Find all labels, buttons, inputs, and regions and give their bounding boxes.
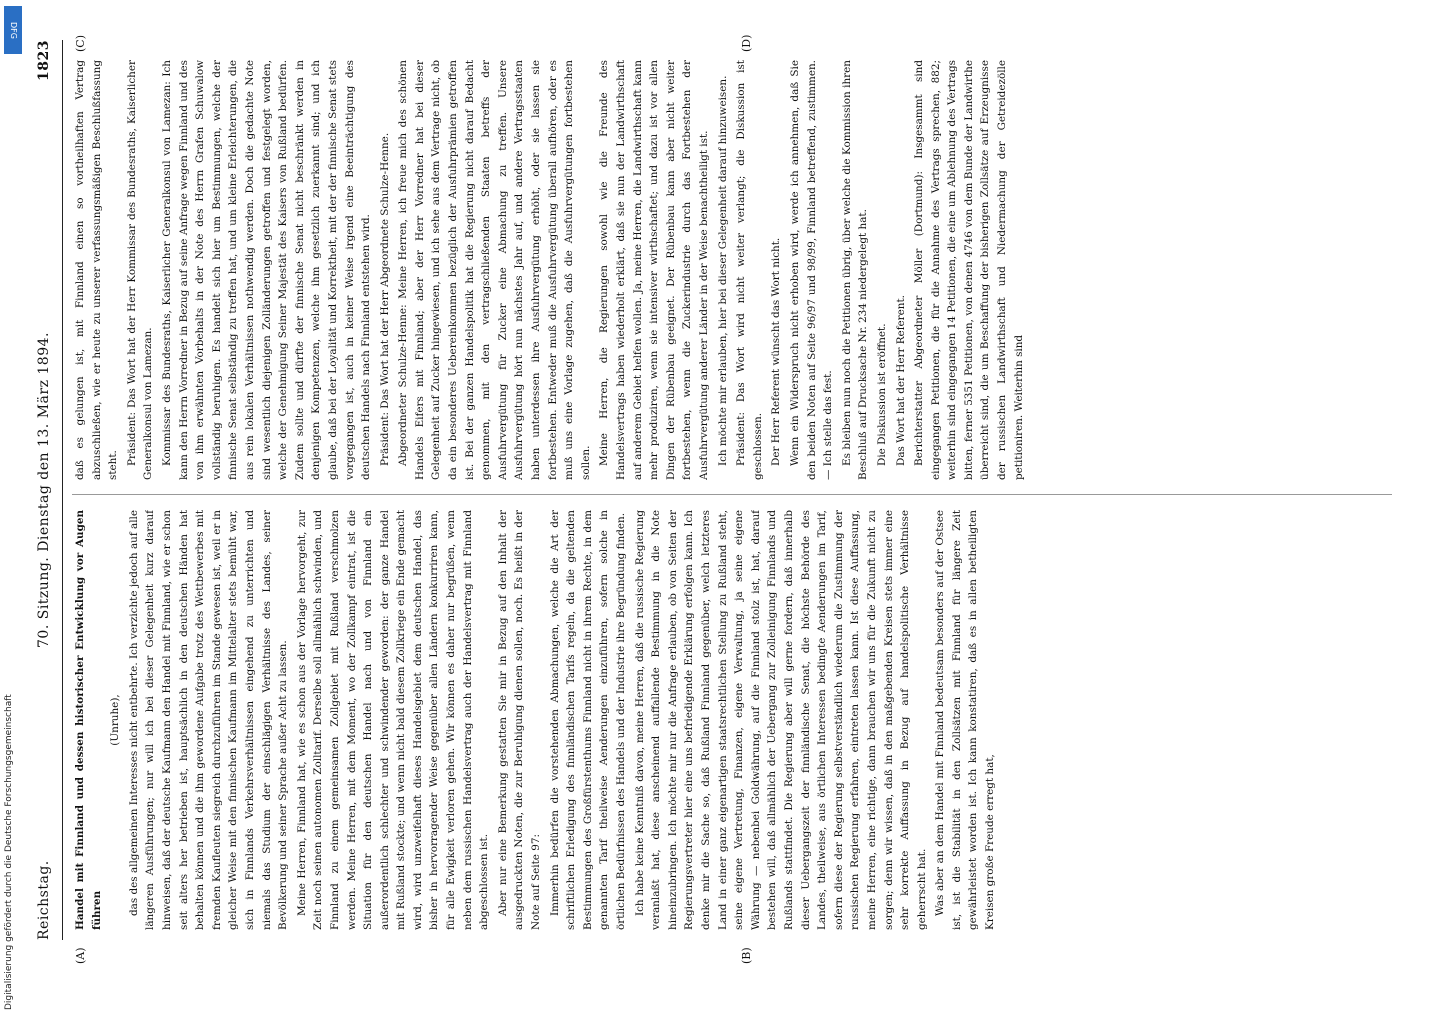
right-column-paragraph: Die Diskussion ist eröffnet.: [875, 323, 888, 466]
right-column-paragraph: Kommissar des Bundesraths, Kaiserlicher Generalkonsul von Lamezan: Ich kann den Herrn Vorredner in Bezug auf seine Anfrage wegen Finnland und des von ihm erwähnten Vorbehalts in der Note des Herrn Grafen Schuwalow vollständig beruhigen. Es handelt sich hier um Bestimmungen, welche der finnische Senat selbständig zu treffen hat, und um kleine Erleichterungen, die aus rein lokalen Verhältnissen nothwendig werden. Doch die gedachte Note sind wesentlich diejenigen Zolländerungen getroffen und festgelegt worden, welche der Genehmigung Seiner Majestät des Kaisers von Rußland bedürfen. Zudem sollte und dürfte der finnische Senat nicht beschränkt werden in denjenigen Kompetenzen, welche ihm gesetzlich zuerkannt sind; und ich glaube, daß bei der Loyalität und Korrektheit, mit der der finnische Senat stets vorgegangen ist, auch in keiner Weise irgend eine Beeinträchtigung des deutschen Handels nach Finnland entstehen wird.: [160, 60, 373, 480]
right-column-paragraph: Ich möchte mir erlauben, hier bei dieser Gelegenheit darauf hinzuweisen.: [716, 75, 729, 466]
left-column-paragraph: (Unruhe),: [109, 694, 122, 746]
left-column-paragraph: Was aber an dem Handel mit Finnland bedeutsam besonders auf der Ostsee ist, ist die Stabilität in den Zollsätzen mit Finnland für längere Zeit gewährleistet worden ist. Ich kann konstatiren, daß es in allen betheiligten Kreisen große Freude erregt hat,: [934, 510, 997, 930]
left-column-paragraph: Ich habe keine Kenntniß davon, meine Herren, daß die russische Regierung veranlaßt hat, diese anscheinend auffallende Bestimmung in die Note hineinzubringen. Ich möchte mir nur die Anfrage erlauben, ob von Seiten der Regierungsvertreter hier eine uns befriedigende Erklärung erfolgen kann. Ich denke mir die Sache so, daß Rußland Finnland gegenüber, welch letzteres Land in einer ganz eigenartigen staatsrechtlichen Stellung zu Rußland steht, seine eigene Vertretung, Finanzen, eigene Verwaltung, ja seine eigene Währung — nebenbei Goldwährung, auf die Finnland stolz ist, hat, darauf bestehen will, daß allmählich der Uebergang zur Zolleinigung Finnlands und Rußlands stattfindet. Die Regierung aber will gerne fordern, daß innerhalb dieser Uebergangszeit der finnländische Senat, die höchste Behörde des Landes, theilweise, aus örtlichen Interessen bedingte Aenderungen im Tarif, sofern diese der Regierung selbstverständlich wiederum die Zustimmung der russischen Regierung erfahren, eintreten lassen kann. Ist diese Auffassung, meine Herren, eine richtige, dann brauchen wir uns für die Zukunft nicht zu sorgen; denn wir wissen, daß in den maßgebenden Kreisen stets immer eine sehr korrekte Auffassung in Bezug auf handelspolitische Verhältnisse geherrscht hat.: [633, 510, 928, 930]
margin-marker-a: (A): [74, 947, 87, 964]
header-rule: [62, 40, 63, 940]
left-column-paragraph: Handel mit Finnland und dessen historischer Entwicklung vor Augen führen: [74, 510, 103, 930]
right-column-paragraph: Das Wort hat der Herr Referent.: [894, 295, 907, 466]
right-column-paragraph: Berichterstatter Abgeordneter Möller (Dortmund): Insgesammt sind eingegangen Petitionen, die für die Annahme des Vertrags sprechen, 882; weiterhin sind eingegangen 14 Petitionen, die eine um Ablehnung des Vertrags bitten, ferner 5351 Petitionen, von denen 4746 von dem Bunde der Landwirthe überreicht sind, die um Beschaffung der bisherigen Zollsätze auf Erzeugnisse der russischen Landwirthschaft und Niedermachung der Getreidezölle petitioniren. Weiterhin sind: [913, 60, 1025, 480]
right-column-paragraph: Es bleiben nun noch die Petitionen übrig, über welche die Kommission ihren Beschluß auf Drucksache Nr. 234 niedergelegt hat.: [840, 60, 870, 480]
page-number: 1823: [36, 40, 52, 81]
digitization-note: Digitalisierung gefördert durch die Deutsche Forschungsgemeinschaft: [4, 694, 14, 1010]
right-column-paragraph: Abgeordneter Schulze-Henne: Meine Herren, ich freue mich des schönen Handels Eifers mit Finnland; aber der Herr Vorredner hat bei dieser Gelegenheit auf Zucker hingewiesen, und ich sehe aus dem Vertrage nicht, ob da ein besonderes Uebereinkommen bezüglich der Ausfuhrprämien getroffen ist. Bei der ganzen Handelspolitik hat die Regierung nicht darauf Bedacht genommen, mit den vertragschließenden Staaten betreffs der Ausfuhrvergütung für Zucker eine Abmachung zu treffen. Unsere Ausfuhrvergütung hört nun nächstes Jahr auf, und andere Vertragsstaaten haben unterdessen ihre Ausfuhrvergütung erhöht, oder sie lassen sie fortbestehen. Entweder muß die Ausfuhrvergütung überall aufhören, oder es muß uns eine Vorlage zugehen, daß die Ausfuhrvergütungen fortbestehen sollen.: [397, 60, 592, 480]
left-column: [72, 510, 1392, 930]
margin-marker-d: (D): [740, 34, 753, 52]
margin-marker-c: (C): [74, 35, 87, 52]
header-center: 70. Sitzung. Dienstag den 13. März 1894.: [36, 332, 52, 648]
right-column: [72, 60, 1392, 480]
left-column-paragraph: das des allgemeinen Interesses nicht entbehrte. Ich verzichte jedoch auf alle längeren Ausführungen; nur will ich bei dieser Gelegenheit kurz darauf hinweisen, daß der deutsche Kaufmann den Handel mit Finnland, wie er schon seit alters her betrieben ist, hauptsächlich in den deutschen Händen hat behalten können und die ihm gewordene Aufgabe trotz des Wettbewerbes mit fremden Kaufleuten siegreich durchzuführen im Stande gewesen ist, weil er in gleicher Weise mit den finnischen Kaufmann im Mittelalter stets bemüht war, sich in Finnlands Verkehrsverhältnissen eingehend zu unterrichten und niemals das Studium der einschlägigen Verhältnisse des Landes, seiner Bevölkerung und seiner Sprache außer Acht zu lassen.: [127, 510, 290, 930]
right-column-paragraph: Präsident: Das Wort hat der Herr Kommissar des Bundesraths, Kaiserlicher Generalkonsul von Lamezan.: [125, 60, 155, 480]
digitization-sidebar: [0, 0, 26, 1010]
right-column-paragraph: Wenn ein Widerspruch nicht erhoben wird, werde ich annehmen, daß Sie den beiden Noten auf Seite 96/97 und 98/99, Finnland betreffend, zustimmen. — Ich stelle das fest.: [788, 60, 835, 480]
column-divider: [72, 494, 1392, 495]
dfg-logo: DFG: [4, 6, 22, 54]
left-column-paragraph: Immerhin bedürfen die vorstehenden Abmachungen, welche die Art der schriftlichen Erledigung des finnländischen Tarifs regeln, da die geltenden Bestimmungen des Großfürstenthums Finnland nicht in ihrem Rechte, in dem genannten Tarif theilweise Aenderungen einzuführen, sofern solche in örtlichen Bedürfnissen des Handels und der Industrie ihre Begründung finden.: [548, 510, 627, 930]
right-column-paragraph: Der Herr Referent wünscht das Wort nicht.: [770, 237, 783, 466]
right-column-paragraph: daß es gelungen ist, mit Finnland einen so vortheilhaften Vertrag abzuschließen, wie er heute zu unserer verfassungsmäßigen Beschlußfassung steht.: [74, 60, 120, 480]
margin-marker-b: (B): [740, 947, 753, 964]
left-column-paragraph: Aber nur eine Bemerkung gestatten Sie mir in Bezug auf den Inhalt der ausgedruckten Noten, die zur Beruhigung dienen sollen, noch. Es heißt in der Note auf Seite 97:: [496, 510, 543, 930]
right-column-paragraph: Präsident: Das Wort hat der Herr Abgeordnete Schulze-Henne.: [378, 132, 391, 466]
header-left: Reichstag.: [36, 860, 52, 940]
right-column-paragraph: Präsident: Das Wort wird nicht weiter verlangt; die Diskussion ist geschlossen.: [735, 60, 764, 480]
page-header: [30, 40, 60, 940]
right-column-paragraph: Meine Herren, die Regierungen sowohl wie die Freunde des Handelsvertrags haben wiederholt erklärt, daß sie nun der Landwirthschaft auf anderem Gebiet helfen wollen. Ja, meine Herren, die Landwirthschaft kann mehr produziren, wenn sie intensiver wirthschaftet; und dazu ist vor allen Dingen der Rübenbau geeignet. Der Rübenbau kann aber nicht weiter fortbestehen, wenn die Zuckerindustrie durch das Fortbestehen der Ausfuhrvergütung anderer Länder in der Weise benachtheiligt ist.: [598, 60, 710, 480]
left-column-paragraph: Meine Herren, Finnland hat, wie es schon aus der Vorlage hervorgeht, zur Zeit noch seinen autonomen Zolltarif. Derselbe soll allmählich schwinden, und Finnland zu einem gemeinsamen Zollgebiet mit Rußland verschmolzen werden. Meine Herren, mit dem Moment, wo der Zollkampf eintrat, ist die Situation für den deutschen Handel nach und von Finnland ein außerordentlich schlechter und schwindender geworden: der ganze Handel mit Rußland stockte; und wenn nicht bald diesem Zollkriege ein Ende gemacht wird, wird unzweifelhaft dieses Handelsgebiet dem deutschen Handel, das bisher in hervorragender Weise gegenüber allen Ländern konkurriren kann, für alle Ewigkeit verloren gehen. Wir können es daher nur begrüßen, wenn neben dem russischen Handelsvertrag auch der Handelsvertrag mit Finnland abgeschlossen ist.: [295, 510, 491, 930]
